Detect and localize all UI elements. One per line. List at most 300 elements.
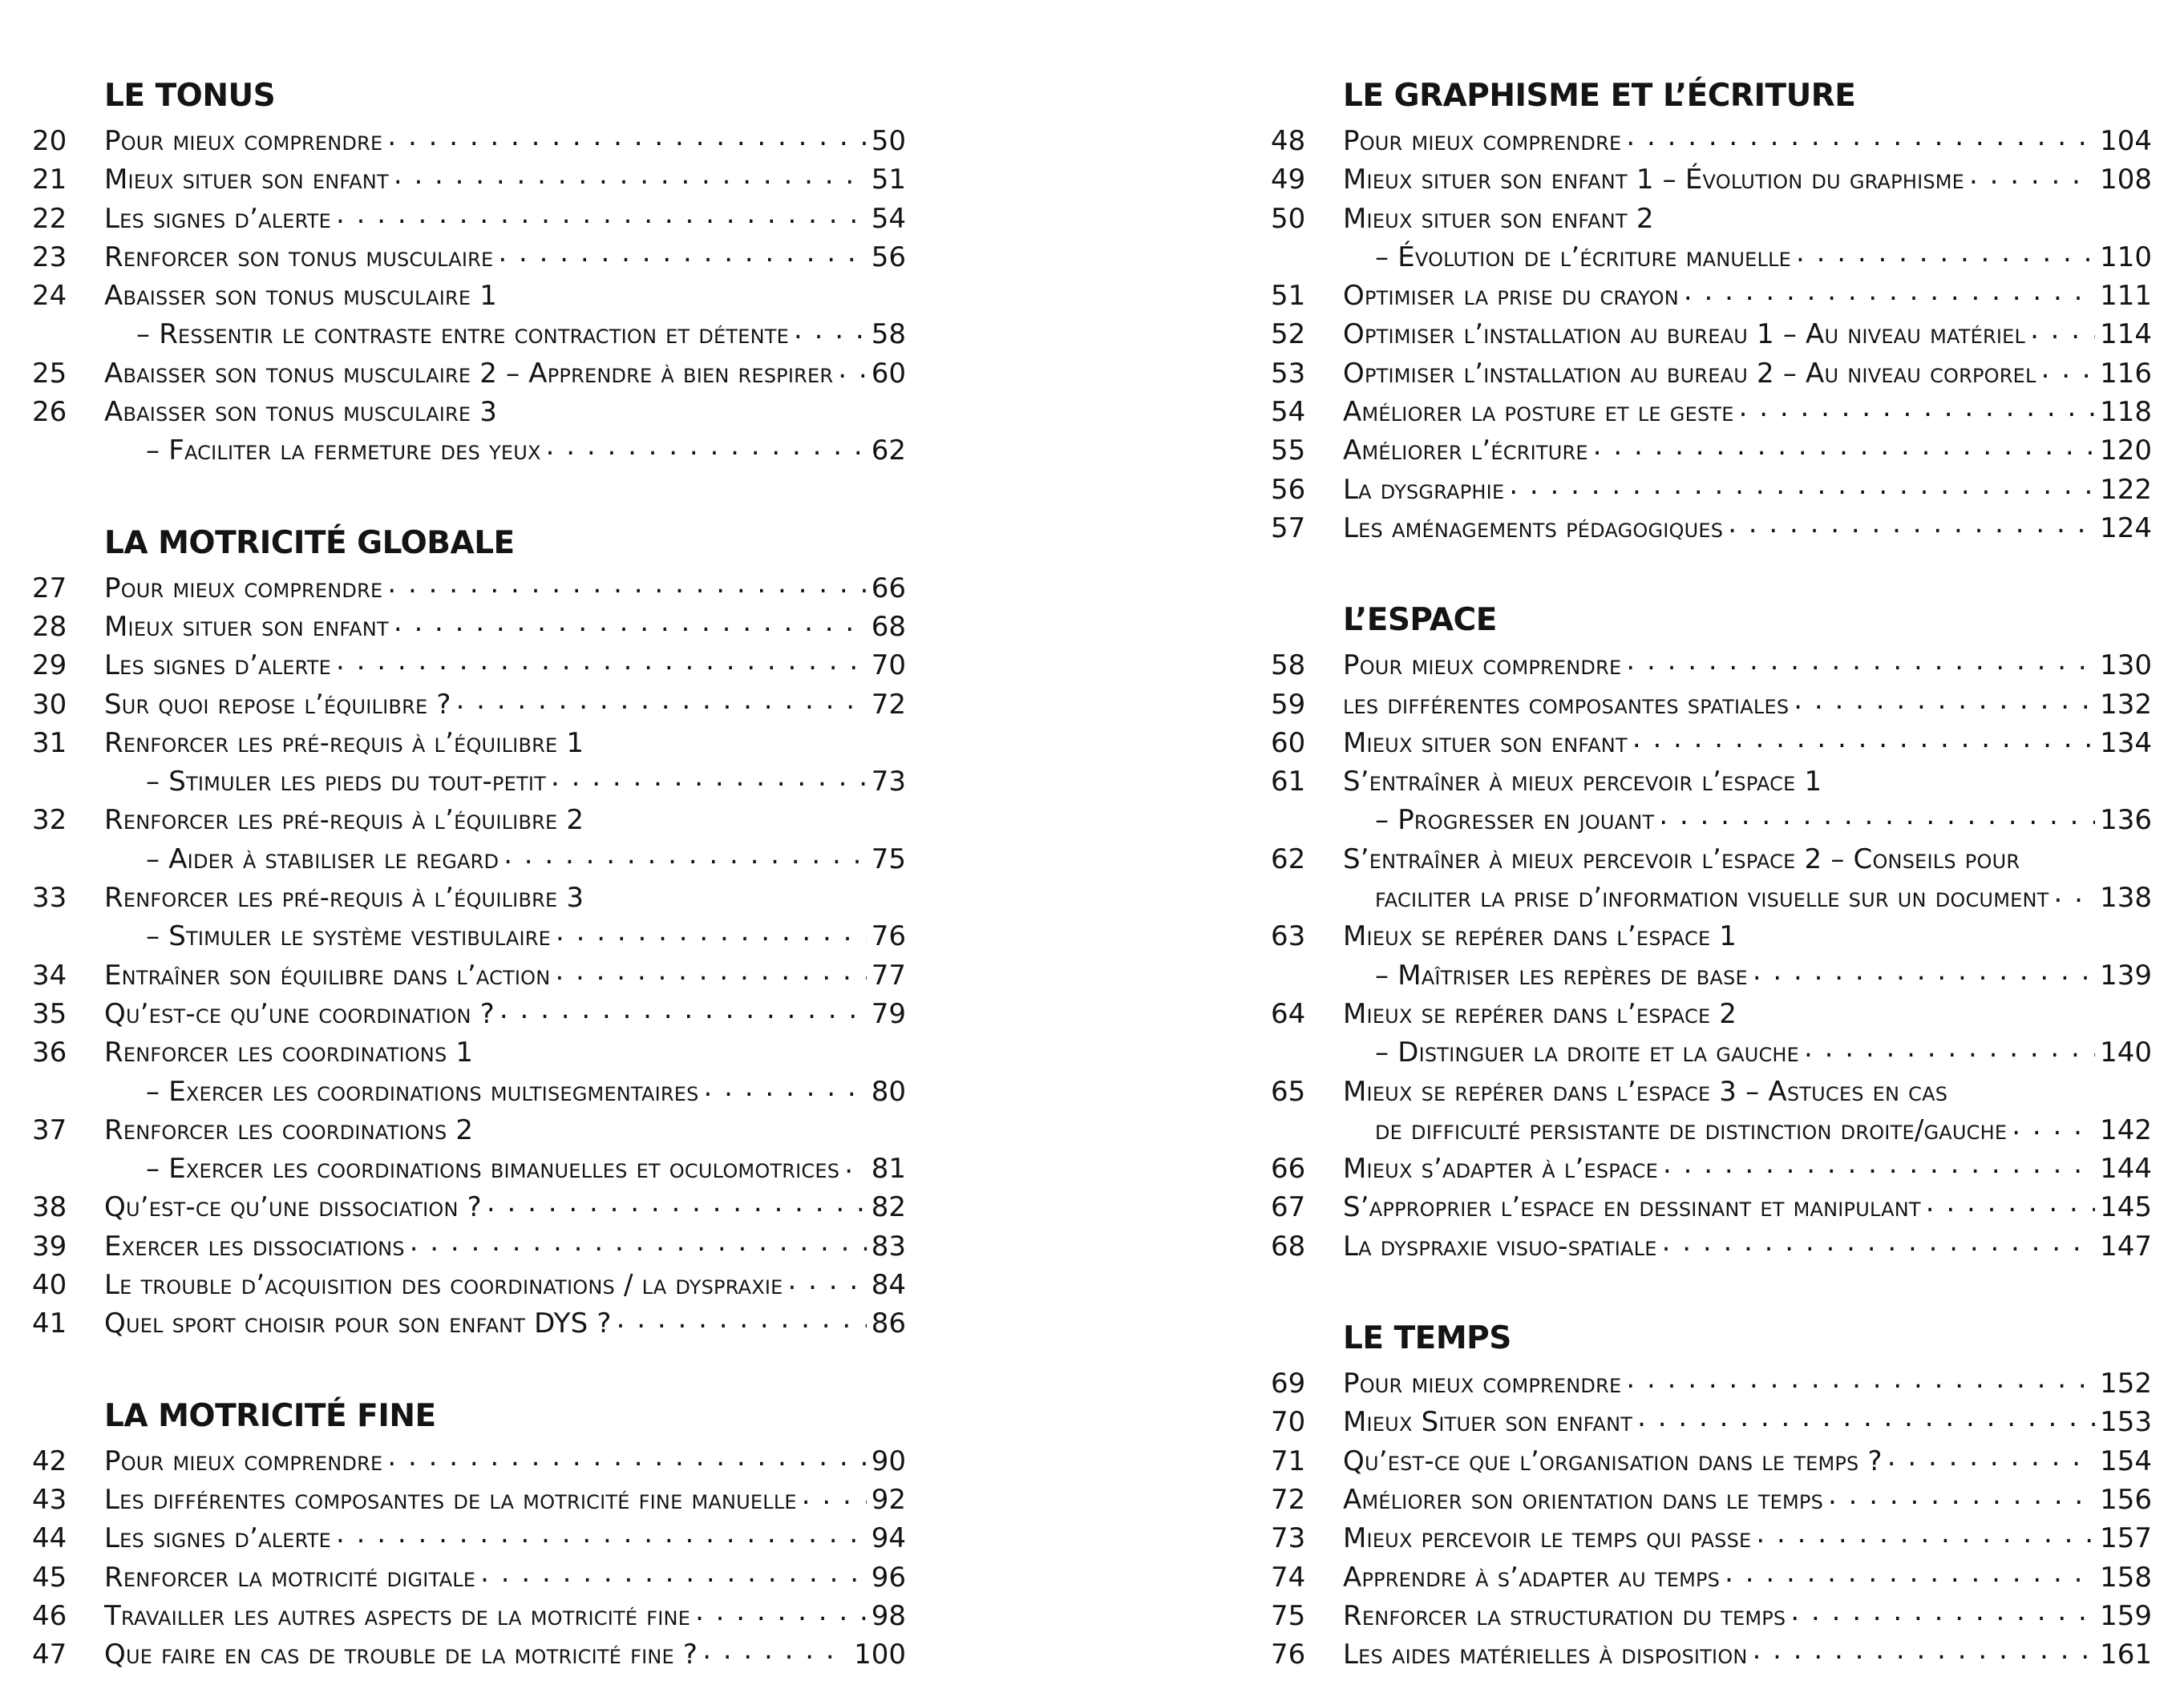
toc-entry[interactable] bbox=[32, 160, 906, 199]
section-heading: LA MOTRICITÉ FINE bbox=[104, 1397, 436, 1434]
entry-title: faciliter la prise d’information visuelle sur un document bbox=[1375, 882, 2049, 915]
entry-page-number: 77 bbox=[871, 959, 906, 992]
toc-entry[interactable] bbox=[1271, 315, 2152, 354]
dot-leader bbox=[1739, 394, 2095, 421]
entry-title: Apprendre à s’adapter au temps bbox=[1343, 1561, 1721, 1594]
entry-title: La dyspraxie visuo-spatiale bbox=[1343, 1230, 1657, 1263]
entry-title: Améliorer l’écriture bbox=[1343, 434, 1588, 467]
entry-title: Mieux percevoir le temps qui passe bbox=[1343, 1522, 1752, 1555]
dot-leader bbox=[844, 1150, 867, 1178]
entry-page-number: 92 bbox=[871, 1483, 906, 1516]
dot-leader bbox=[1756, 1520, 2095, 1547]
entry-number: 26 bbox=[32, 396, 67, 429]
entry-number: 59 bbox=[1271, 688, 1306, 721]
toc-entry[interactable] bbox=[1271, 1227, 2152, 1266]
toc-entry[interactable] bbox=[1271, 1073, 2152, 1111]
entry-page-number: 118 bbox=[2100, 396, 2152, 429]
toc-entry[interactable] bbox=[32, 1481, 906, 1519]
dot-leader bbox=[1509, 471, 2095, 499]
dot-leader bbox=[2053, 879, 2095, 907]
dot-leader bbox=[702, 1636, 849, 1663]
entry-page-number: 132 bbox=[2100, 688, 2152, 721]
toc-entry[interactable] bbox=[32, 315, 906, 354]
toc-entry[interactable] bbox=[32, 1033, 906, 1072]
entry-number: 60 bbox=[1271, 726, 1306, 759]
toc-entry[interactable] bbox=[32, 238, 906, 277]
dot-leader bbox=[1969, 161, 2095, 188]
section-heading: LA MOTRICITÉ GLOBALE bbox=[104, 524, 515, 561]
entry-page-number: 86 bbox=[871, 1307, 906, 1340]
entry-page-number: 114 bbox=[2100, 318, 2152, 351]
entry-title: Que faire en cas de trouble de la motricité fine ? bbox=[104, 1639, 698, 1671]
entry-page-number: 134 bbox=[2100, 726, 2152, 759]
toc-entry[interactable] bbox=[32, 995, 906, 1033]
entry-title: – Exercer les coordinations multisegmentaires bbox=[146, 1075, 699, 1108]
entry-title: Renforcer les pré-requis à l’équilibre 2 bbox=[104, 804, 584, 837]
entry-title: de difficulté persistante de distinction droite/gauche bbox=[1375, 1113, 2008, 1146]
entry-number: 44 bbox=[32, 1522, 67, 1555]
toc-entry[interactable] bbox=[32, 431, 906, 470]
toc-entry[interactable] bbox=[1271, 354, 2152, 393]
entry-number: 29 bbox=[32, 649, 67, 682]
entry-page-number: 70 bbox=[871, 649, 906, 682]
dot-leader bbox=[788, 1267, 867, 1294]
entry-page-number: 58 bbox=[871, 318, 906, 351]
entry-title: Renforcer les pré-requis à l’équilibre 3 bbox=[104, 882, 584, 915]
toc-entry[interactable] bbox=[1271, 1635, 2152, 1674]
dot-leader bbox=[1753, 1636, 2096, 1663]
entry-page-number: 98 bbox=[871, 1599, 906, 1632]
entry-title: Pour mieux comprendre bbox=[1343, 1368, 1622, 1400]
toc-entry[interactable] bbox=[32, 1188, 906, 1226]
toc-entry[interactable] bbox=[1271, 160, 2152, 199]
entry-title: Abaisser son tonus musculaire 1 bbox=[104, 280, 498, 313]
toc-entry[interactable] bbox=[1271, 1033, 2152, 1072]
entry-number: 28 bbox=[32, 610, 67, 643]
entry-title: La dysgraphie bbox=[1343, 473, 1505, 506]
toc-entry[interactable] bbox=[32, 200, 906, 238]
dot-leader bbox=[551, 763, 867, 790]
toc-entry[interactable] bbox=[1271, 393, 2152, 431]
dot-leader bbox=[394, 608, 867, 636]
entry-title: Optimiser l’installation au bureau 2 – Au niveau corporel bbox=[1343, 357, 2036, 390]
toc-entry[interactable] bbox=[1271, 122, 2152, 160]
entry-page-number: 136 bbox=[2100, 804, 2152, 837]
entry-number: 31 bbox=[32, 726, 67, 759]
entry-number: 33 bbox=[32, 882, 67, 915]
entry-page-number: 68 bbox=[871, 610, 906, 643]
toc-entry[interactable] bbox=[1271, 1364, 2152, 1403]
dot-leader bbox=[1926, 1189, 2095, 1216]
entry-title: Abaisser son tonus musculaire 2 – Apprendre à bien respirer bbox=[104, 357, 834, 390]
dot-leader bbox=[555, 957, 866, 984]
entry-page-number: 83 bbox=[871, 1230, 906, 1263]
entry-page-number: 122 bbox=[2100, 473, 2152, 506]
entry-title: Améliorer la posture et le geste bbox=[1343, 396, 1734, 429]
toc-entry[interactable] bbox=[1271, 471, 2152, 509]
entry-number: 71 bbox=[1271, 1445, 1306, 1477]
entry-title: – Ressentir le contraste entre contraction et détente bbox=[136, 318, 790, 351]
entry-page-number: 56 bbox=[871, 240, 906, 273]
dot-leader bbox=[1728, 510, 2095, 537]
entry-page-number: 130 bbox=[2100, 649, 2152, 682]
entry-title: Mieux situer son enfant 1 – Évolution du graphisme bbox=[1343, 164, 1965, 196]
entry-page-number: 73 bbox=[871, 766, 906, 798]
dot-leader bbox=[487, 1189, 867, 1216]
dot-leader bbox=[695, 1598, 867, 1625]
entry-number: 46 bbox=[32, 1599, 67, 1632]
entry-page-number: 124 bbox=[2100, 511, 2152, 544]
dot-leader bbox=[1626, 647, 2095, 674]
section-spacer bbox=[1271, 1266, 2152, 1313]
entry-number: 64 bbox=[1271, 997, 1306, 1030]
entry-number: 67 bbox=[1271, 1191, 1306, 1224]
toc-entry[interactable] bbox=[32, 724, 906, 762]
toc-entry[interactable] bbox=[1271, 917, 2152, 956]
dot-leader bbox=[498, 239, 866, 266]
entry-page-number: 147 bbox=[2100, 1230, 2152, 1263]
toc-entry[interactable] bbox=[1271, 1481, 2152, 1519]
toc-entry[interactable] bbox=[1271, 1442, 2152, 1481]
dot-leader bbox=[1790, 1598, 2095, 1625]
entry-number: 72 bbox=[1271, 1483, 1306, 1516]
toc-entry[interactable] bbox=[32, 646, 906, 685]
entry-number: 47 bbox=[32, 1639, 67, 1671]
entry-title: Les signes d’alerte bbox=[104, 1522, 332, 1555]
entry-title: les différentes composantes spatiales bbox=[1343, 688, 1790, 721]
entry-number: 30 bbox=[32, 688, 67, 721]
entry-title: Mieux se repérer dans l’espace 3 – Astuces en cas bbox=[1343, 1075, 1948, 1108]
dot-leader bbox=[704, 1073, 867, 1101]
toc-entry[interactable] bbox=[1271, 840, 2152, 879]
dot-leader bbox=[1626, 1365, 2095, 1392]
toc-entry[interactable] bbox=[32, 1597, 906, 1635]
toc-entry[interactable] bbox=[32, 1442, 906, 1481]
toc-entry[interactable] bbox=[32, 762, 906, 801]
entry-page-number: 159 bbox=[2100, 1599, 2152, 1632]
entry-page-number: 144 bbox=[2100, 1153, 2152, 1186]
entry-number: 74 bbox=[1271, 1561, 1306, 1594]
toc-entry[interactable] bbox=[1271, 1403, 2152, 1441]
dot-leader bbox=[617, 1305, 867, 1332]
toc-entry[interactable] bbox=[32, 354, 906, 393]
entry-number: 68 bbox=[1271, 1230, 1306, 1263]
dot-leader bbox=[546, 432, 867, 459]
dot-leader bbox=[336, 200, 867, 228]
entry-title: Pour mieux comprendre bbox=[1343, 649, 1622, 682]
toc-entry[interactable] bbox=[32, 685, 906, 724]
dot-leader bbox=[1887, 1443, 2095, 1470]
entry-number: 41 bbox=[32, 1307, 67, 1340]
dot-leader bbox=[1593, 432, 2095, 459]
entry-page-number: 60 bbox=[871, 357, 906, 390]
section-spacer bbox=[32, 1344, 906, 1391]
entry-page-number: 76 bbox=[871, 920, 906, 953]
entry-title: Renforcer les coordinations 1 bbox=[104, 1036, 474, 1069]
entry-page-number: 62 bbox=[871, 434, 906, 467]
entry-number: 45 bbox=[32, 1561, 67, 1594]
dot-leader bbox=[2041, 355, 2096, 382]
entry-title: Mieux situer son enfant bbox=[1343, 726, 1628, 759]
dot-leader bbox=[336, 1520, 867, 1547]
toc-entry[interactable] bbox=[32, 956, 906, 995]
entry-title: Mieux se repérer dans l’espace 2 bbox=[1343, 997, 1737, 1030]
dot-leader bbox=[387, 570, 866, 597]
entry-title: Améliorer son orientation dans le temps bbox=[1343, 1483, 1824, 1516]
toc-entry[interactable] bbox=[1271, 995, 2152, 1033]
entry-title: S’entraîner à mieux percevoir l’espace 1 bbox=[1343, 766, 1822, 798]
entry-title: – Évolution de l’écriture manuelle bbox=[1375, 240, 1792, 273]
toc-entry[interactable] bbox=[32, 569, 906, 608]
entry-page-number: 142 bbox=[2100, 1113, 2152, 1146]
entry-page-number: 84 bbox=[871, 1269, 906, 1302]
dot-leader bbox=[387, 123, 866, 150]
entry-page-number: 139 bbox=[2100, 959, 2152, 992]
entry-page-number: 79 bbox=[871, 997, 906, 1030]
toc-entry[interactable] bbox=[1271, 509, 2152, 548]
entry-page-number: 66 bbox=[871, 572, 906, 604]
entry-number: 37 bbox=[32, 1113, 67, 1146]
entry-number: 53 bbox=[1271, 357, 1306, 390]
entry-page-number: 158 bbox=[2100, 1561, 2152, 1594]
entry-title: Entraîner son équilibre dans l’action bbox=[104, 959, 551, 992]
entry-title: – Exercer les coordinations bimanuelles et oculomotrices bbox=[146, 1153, 840, 1186]
entry-title: Renforcer son tonus musculaire bbox=[104, 240, 494, 273]
entry-number: 51 bbox=[1271, 280, 1306, 313]
toc-entry[interactable] bbox=[32, 1111, 906, 1150]
toc-entry[interactable] bbox=[32, 1558, 906, 1597]
entry-title: Les différentes composantes de la motricité fine manuelle bbox=[104, 1483, 797, 1516]
entry-title: Qu’est-ce que l’organisation dans le temps ? bbox=[1343, 1445, 1883, 1477]
entry-title: – Stimuler les pieds du tout-petit bbox=[146, 766, 546, 798]
dot-leader bbox=[556, 918, 867, 945]
dot-leader bbox=[410, 1228, 867, 1255]
toc-entry[interactable] bbox=[1271, 956, 2152, 995]
entry-page-number: 51 bbox=[871, 164, 906, 196]
entry-page-number: 156 bbox=[2100, 1483, 2152, 1516]
dot-leader bbox=[1626, 123, 2095, 150]
toc-entry[interactable] bbox=[1271, 1111, 2152, 1150]
dot-leader bbox=[336, 647, 867, 674]
entry-page-number: 80 bbox=[871, 1075, 906, 1108]
toc-entry[interactable] bbox=[32, 1304, 906, 1343]
entry-number: 23 bbox=[32, 240, 67, 273]
dot-leader bbox=[1753, 957, 2095, 984]
entry-title: Qu’est-ce qu’une dissociation ? bbox=[104, 1191, 482, 1224]
entry-number: 63 bbox=[1271, 920, 1306, 953]
entry-page-number: 81 bbox=[871, 1153, 906, 1186]
entry-number: 48 bbox=[1271, 125, 1306, 157]
entry-title: Mieux situer son enfant 2 bbox=[1343, 202, 1654, 235]
entry-number: 65 bbox=[1271, 1075, 1306, 1108]
entry-number: 69 bbox=[1271, 1368, 1306, 1400]
entry-number: 42 bbox=[32, 1445, 67, 1477]
entry-number: 58 bbox=[1271, 649, 1306, 682]
entry-title: Mieux situer son enfant bbox=[104, 164, 389, 196]
dot-leader bbox=[504, 841, 867, 868]
entry-page-number: 116 bbox=[2100, 357, 2152, 390]
entry-number: 40 bbox=[32, 1269, 67, 1302]
entry-number: 55 bbox=[1271, 434, 1306, 467]
entry-page-number: 75 bbox=[871, 842, 906, 875]
section-heading: LE TONUS bbox=[104, 78, 276, 114]
toc-entry[interactable] bbox=[32, 1519, 906, 1558]
entry-page-number: 108 bbox=[2100, 164, 2152, 196]
section-heading: LE TEMPS bbox=[1343, 1320, 1511, 1357]
entry-number: 61 bbox=[1271, 766, 1306, 798]
section-spacer bbox=[1271, 548, 2152, 595]
entry-page-number: 140 bbox=[2100, 1036, 2152, 1069]
entry-title: Abaisser son tonus musculaire 3 bbox=[104, 396, 498, 429]
entry-title: – Progresser en jouant bbox=[1375, 804, 1655, 837]
toc-entry[interactable] bbox=[32, 608, 906, 646]
entry-title: Mieux Situer son enfant bbox=[1343, 1406, 1633, 1439]
entry-page-number: 100 bbox=[854, 1639, 906, 1671]
toc-entry[interactable] bbox=[1271, 238, 2152, 277]
entry-page-number: 153 bbox=[2100, 1406, 2152, 1439]
dot-leader bbox=[387, 1443, 866, 1470]
entry-number: 32 bbox=[32, 804, 67, 837]
entry-title: Renforcer les coordinations 2 bbox=[104, 1113, 474, 1146]
toc-entry[interactable] bbox=[1271, 879, 2152, 917]
entry-title: Les signes d’alerte bbox=[104, 649, 332, 682]
dot-leader bbox=[1804, 1034, 2095, 1061]
dot-leader bbox=[480, 1559, 867, 1586]
toc-entry[interactable] bbox=[32, 1150, 906, 1188]
toc-entry[interactable] bbox=[32, 1073, 906, 1111]
entry-page-number: 54 bbox=[871, 202, 906, 235]
toc-left-column bbox=[32, 71, 906, 1674]
toc-entry[interactable] bbox=[32, 277, 906, 315]
dot-leader bbox=[802, 1481, 867, 1509]
entry-title: Les signes d’alerte bbox=[104, 202, 332, 235]
toc-entry[interactable] bbox=[1271, 277, 2152, 315]
entry-number: 54 bbox=[1271, 396, 1306, 429]
entry-page-number: 90 bbox=[871, 1445, 906, 1477]
toc-entry[interactable] bbox=[1271, 762, 2152, 801]
toc-entry[interactable] bbox=[32, 879, 906, 917]
entry-number: 36 bbox=[32, 1036, 67, 1069]
entry-title: Quel sport choisir pour son enfant DYS ? bbox=[104, 1307, 612, 1340]
toc-entry[interactable] bbox=[32, 1227, 906, 1266]
entry-page-number: 111 bbox=[2100, 280, 2152, 313]
entry-number: 22 bbox=[32, 202, 67, 235]
entry-title: Exercer les dissociations bbox=[104, 1230, 405, 1263]
entry-page-number: 138 bbox=[2100, 882, 2152, 915]
toc-entry[interactable] bbox=[32, 840, 906, 879]
toc-entry[interactable] bbox=[1271, 1150, 2152, 1188]
entry-page-number: 72 bbox=[871, 688, 906, 721]
dot-leader bbox=[1663, 1150, 2095, 1178]
dot-leader bbox=[1659, 802, 2095, 829]
entry-page-number: 82 bbox=[871, 1191, 906, 1224]
entry-title: – Distinguer la droite et la gauche bbox=[1375, 1036, 1800, 1069]
toc-entry[interactable] bbox=[1271, 685, 2152, 724]
entry-number: 27 bbox=[32, 572, 67, 604]
section-spacer bbox=[32, 471, 906, 518]
dot-leader bbox=[2012, 1112, 2095, 1139]
toc-entry[interactable] bbox=[1271, 431, 2152, 470]
entry-number: 38 bbox=[32, 1191, 67, 1224]
entry-title: – Maîtriser les repères de base bbox=[1375, 959, 1748, 992]
toc-entry[interactable] bbox=[32, 801, 906, 839]
dot-leader bbox=[499, 996, 867, 1023]
entry-page-number: 145 bbox=[2100, 1191, 2152, 1224]
dot-leader bbox=[794, 316, 867, 343]
entry-number: 75 bbox=[1271, 1599, 1306, 1632]
entry-title: – Aider à stabiliser le regard bbox=[146, 842, 499, 875]
entry-title: Pour mieux comprendre bbox=[104, 1445, 383, 1477]
toc-entry[interactable] bbox=[1271, 801, 2152, 839]
entry-number: 76 bbox=[1271, 1639, 1306, 1671]
dot-leader bbox=[1637, 1404, 2095, 1431]
entry-page-number: 154 bbox=[2100, 1445, 2152, 1477]
section-heading: L’ESPACE bbox=[1343, 602, 1497, 639]
entry-number: 43 bbox=[32, 1483, 67, 1516]
entry-title: Pour mieux comprendre bbox=[1343, 125, 1622, 157]
toc-entry[interactable] bbox=[1271, 1558, 2152, 1597]
entry-page-number: 110 bbox=[2100, 240, 2152, 273]
toc-entry[interactable] bbox=[32, 393, 906, 431]
entry-page-number: 50 bbox=[871, 125, 906, 157]
entry-number: 20 bbox=[32, 125, 67, 157]
entry-number: 62 bbox=[1271, 842, 1306, 875]
toc-entry[interactable] bbox=[32, 917, 906, 956]
toc-right-column bbox=[1271, 71, 2152, 1674]
entry-page-number: 152 bbox=[2100, 1368, 2152, 1400]
entry-page-number: 96 bbox=[871, 1561, 906, 1594]
entry-title: Pour mieux comprendre bbox=[104, 572, 383, 604]
entry-title: – Faciliter la fermeture des yeux bbox=[146, 434, 541, 467]
toc-entry[interactable] bbox=[1271, 724, 2152, 762]
dot-leader bbox=[838, 355, 866, 382]
entry-number: 21 bbox=[32, 164, 67, 196]
entry-number: 39 bbox=[32, 1230, 67, 1263]
entry-number: 56 bbox=[1271, 473, 1306, 506]
entry-title: Les aides matérielles à disposition bbox=[1343, 1639, 1748, 1671]
entry-title: – Stimuler le système vestibulaire bbox=[146, 920, 552, 953]
entry-title: Pour mieux comprendre bbox=[104, 125, 383, 157]
entry-number: 25 bbox=[32, 357, 67, 390]
entry-title: Renforcer la structuration du temps bbox=[1343, 1599, 1786, 1632]
entry-title: Optimiser l’installation au bureau 1 – Au niveau matériel bbox=[1343, 318, 2026, 351]
toc-entry[interactable] bbox=[1271, 1519, 2152, 1558]
dot-leader bbox=[1684, 277, 2095, 305]
toc-entry[interactable] bbox=[1271, 646, 2152, 685]
entry-title: S’approprier l’espace en dessinant et manipulant bbox=[1343, 1191, 1921, 1224]
toc-entry[interactable] bbox=[32, 122, 906, 160]
entry-title: Renforcer la motricité digitale bbox=[104, 1561, 476, 1594]
entry-title: S’entraîner à mieux percevoir l’espace 2 – Conseils pour bbox=[1343, 842, 2020, 875]
dot-leader bbox=[1794, 686, 2095, 713]
entry-number: 49 bbox=[1271, 164, 1306, 196]
toc-entry[interactable] bbox=[1271, 1597, 2152, 1635]
entry-number: 24 bbox=[32, 280, 67, 313]
toc-entry[interactable] bbox=[1271, 1188, 2152, 1226]
entry-number: 66 bbox=[1271, 1153, 1306, 1186]
toc-entry[interactable] bbox=[1271, 200, 2152, 238]
entry-page-number: 120 bbox=[2100, 434, 2152, 467]
toc-entry[interactable] bbox=[32, 1635, 906, 1674]
section-heading: LE GRAPHISME ET L’ÉCRITURE bbox=[1343, 78, 1856, 114]
toc-entry[interactable] bbox=[32, 1266, 906, 1304]
entry-number: 70 bbox=[1271, 1406, 1306, 1439]
entry-title: Mieux s’adapter à l’espace bbox=[1343, 1153, 1658, 1186]
entry-title: Mieux se repérer dans l’espace 1 bbox=[1343, 920, 1737, 953]
entry-page-number: 94 bbox=[871, 1522, 906, 1555]
entry-number: 50 bbox=[1271, 202, 1306, 235]
entry-number: 35 bbox=[32, 997, 67, 1030]
